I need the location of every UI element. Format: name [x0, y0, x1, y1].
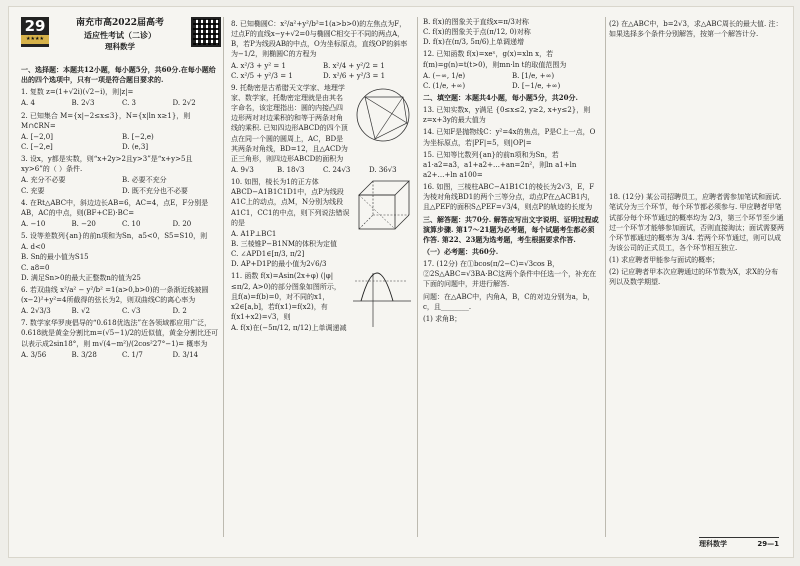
- exam-title: 南充市高2022届高考: [75, 18, 165, 28]
- question-17-part-1: (1) 求角B；: [423, 314, 462, 323]
- option: B. [−2,e): [122, 132, 154, 141]
- question-17-problem: 问题：在△ABC中，内角A，B，C的对边分别为a，b，c，且________.: [423, 292, 595, 311]
- question-11: 11. 函数 f(x)=Asin(2x+φ) (|φ|≤π/2, A>0)的部分图象如图所示，且f(a)=f(b)=0，对不同的x1，x2∈[a,b]，若f(x1)=f(x2)，有f(x1+x2)=√3，则: [231, 272, 341, 321]
- question-17: 17. (12分) 在①bcos(π/2−C)=√3cos B，②2S△ABC=√3BA·BC这两个条件中任选一个，补充在下面的问题中，并进行解答.: [423, 260, 597, 289]
- option: B. x²/4 + y²/2 = 1: [323, 61, 385, 70]
- question-12-options: [423, 71, 599, 91]
- option: C. (1/e, +∞): [423, 81, 466, 90]
- option: B. Sn的最小值为S15: [21, 253, 89, 262]
- subsection-heading: （一）必考题：共60分.: [423, 246, 499, 256]
- question-4-options: [21, 219, 221, 229]
- option: A. [−2,0]: [21, 132, 53, 141]
- paper-number: 29: [24, 17, 46, 35]
- question-1: 1. 复数 z=(1+√2i)(√2−i)，则|z|=: [21, 88, 134, 97]
- question-3: 3. 设x，y都是实数，则“x+2y>2且y>3”是“x+y>5且xy>6”的（ ）条件.: [21, 155, 193, 174]
- paper-number-badge: [21, 17, 49, 47]
- option: A. f(x)在(−5π/12, π/12)上单调递减: [231, 324, 347, 333]
- column-4: [609, 17, 785, 547]
- option: D. f(x)在(π/3, 5π/6)上单调递增: [423, 38, 525, 47]
- question-7: 7. 数学家华罗庚倡导的“0.618优选法”在各领域都应用广泛，0.618就是黄金分割比m=(√5−1)/2的近似值，黄金分割比还可以表示成2sin18°，则 m√(4−m²)/(2cos²27°−1)= 概率为: [21, 319, 219, 348]
- option: D. 20: [172, 219, 192, 228]
- page-footer: [699, 537, 779, 549]
- option: D. 2√2: [172, 99, 196, 108]
- qr-code-icon[interactable]: [191, 17, 221, 47]
- answer-space: [609, 40, 785, 190]
- footer-subject: 理科数学: [699, 539, 727, 548]
- option: B. 必要不充分: [122, 176, 167, 185]
- option: A. 4: [21, 99, 35, 108]
- exam-subject: 理科数学: [105, 41, 135, 51]
- question-7-options: [21, 350, 221, 360]
- option: A. (−∞, 1/e): [423, 71, 466, 80]
- question-1-options: [21, 98, 221, 108]
- question-18-part-1: (1) 求应聘者甲能参与面试的概率；: [609, 256, 720, 265]
- question-13: 13. 已知实数x，y满足 {0≤x≤2, y≥2, x+y≤2}，则z=x+3y的最大值为: [423, 106, 591, 125]
- option: C. a8=0: [21, 263, 50, 272]
- question-15: 15. 已知等比数列{an}的前n项和为Sn，若a1·a2=a3，a1+a2+…+an=2n²，则ln a1+ln a2+…+ln a100=: [423, 150, 577, 179]
- option: B. [1/e, +∞): [512, 71, 555, 80]
- option: B. f(x)的图象关于直线x=π/3对称: [423, 18, 529, 26]
- option: B. 3/28: [71, 350, 97, 359]
- question-10-options: [231, 229, 413, 270]
- option: B. −20: [71, 219, 96, 228]
- question-9-options: [231, 165, 413, 175]
- question-10: 10. 如图，棱长为1的正方体ABCD−A1B1C1D1中，点P为线段A1C上的动点，点M，N分别为线段A1C1，CC1的中点，则下列说法错误的是: [231, 178, 350, 227]
- section-heading: 二、填空题：本题共4小题，每小题5分，共20分.: [423, 92, 578, 102]
- column-3: [423, 17, 599, 547]
- option: D. 满足Sn>0的最大正整数n的值为25: [21, 273, 141, 282]
- question-12: 12. 已知函数 f(x)=xeˣ，g(x)=xln x，若f(m)=g(n)=t(t>0)，则mn·ln t的取值范围为: [423, 50, 567, 69]
- cube-figure: [355, 177, 413, 233]
- question-18-part-2: (2) 记应聘者甲本次应聘通过的环节数为X，求X的分布列以及数学期望.: [609, 268, 779, 287]
- option: B. √2: [71, 307, 91, 316]
- option: A. 充分不必要: [21, 176, 66, 185]
- option: D. [−1/e, +∞): [512, 81, 561, 90]
- question-8: 8. 已知椭圆C：x²/a²+y²/b²=1(a>b>0)的左焦点为F，过点F的直线x−y+√2=0与椭圆C相交于不同的两点A，B，若P为线段AB的中点，O为坐标原点，直线OP的斜率为−1/2，则椭圆C的方程为: [231, 20, 408, 59]
- sine-graph-figure: [351, 271, 413, 329]
- option: D. 36√3: [369, 165, 397, 174]
- question-18: 18. (12分) 某公司招聘员工，应聘者需参加笔试和面试. 笔试分为三个环节，每个环节都必须参与. 甲应聘者甲笔试部分每个环节通过的概率均为 2/3，第三个环节至少通过一个环节才能够参加面试，否则直接淘汰；面试需要两个环节都通过的概率为 3/4. 若两个环节通过，则可以成为该公司的正式员工，各个环节相互独立.: [609, 193, 784, 252]
- option: D. 3/14: [172, 350, 199, 359]
- exam-sheet: [8, 6, 794, 558]
- question-17-part-2: (2) 在△ABC中，b=2√3，求△ABC周长的最大值. 注：如果选择多个条件分别解答，按第一个解答计分.: [609, 20, 783, 39]
- question-2-options: [21, 132, 221, 152]
- option: C. 10: [122, 219, 141, 228]
- question-2: 2. 已知集合 M={x|−2≤x≤3}，N={x|ln x≥1}，则 M∩∁RN=: [21, 111, 191, 130]
- option: B. 三棱锥P−B1NM的体积为定值: [231, 239, 338, 248]
- column-divider: [417, 17, 418, 537]
- section-heading: 一、选择题：本题共12小题，每小题5分，共60分.在每小题给出的四个选项中，只有一项是符合题目要求的.: [21, 65, 216, 85]
- option: C. 1/7: [122, 350, 143, 359]
- question-3-options: [21, 175, 221, 195]
- column-divider: [605, 17, 606, 537]
- option: D. x²/6 + y²/3 = 1: [323, 71, 386, 80]
- exam-header: [21, 17, 221, 61]
- question-8-options: [231, 61, 413, 81]
- section-heading: 三、解答题：共70分. 解答应写出文字说明、证明过程或演算步骤. 第17～21题为必考题，每个试题考生都必须作答. 第22、23题为选考题，考生根据要求作答.: [423, 214, 599, 244]
- option: C. 24√3: [323, 165, 351, 174]
- difficulty-stars: ★★★★: [21, 35, 49, 44]
- option: A. d<0: [21, 243, 46, 252]
- option: C. ∠APD1∈[π/3, π/2]: [231, 250, 305, 259]
- option: C. √3: [122, 307, 141, 316]
- option: B. 2√3: [71, 99, 95, 108]
- column-2: [231, 17, 413, 547]
- exam-title-sub: 适应性考试（二诊）: [84, 30, 156, 41]
- page-number: 29—1: [757, 539, 779, 548]
- option: D. AP+D1P的最小值为2√6/3: [231, 260, 327, 269]
- column-divider: [223, 17, 224, 537]
- option: C. [−2,e]: [21, 142, 53, 151]
- option: A. −10: [21, 219, 46, 228]
- question-16: 16. 如图，三棱柱ABC−A1B1C1的棱长为2√3，E，F为棱对角线BD1的两个三等分点，动点P在△ACB1内，且△PEF的面积S△PEF=√3/4，则点P的轨迹的长度为: [423, 183, 595, 212]
- question-6-options: [21, 306, 221, 316]
- option: C. 3: [122, 99, 137, 108]
- question-5-options: [21, 242, 221, 283]
- question-5: 5. 设等差数列{an}的前n项和为Sn，a5<0，S5=S10，则: [21, 232, 208, 241]
- option: D. 2: [172, 307, 187, 316]
- option: C. 充要: [21, 186, 45, 195]
- option: C. f(x)的图象关于点(π/12, 0)对称: [423, 28, 531, 37]
- question-6: 6. 若双曲线 x²/a² − y²/b² =1(a>0,b>0)的一条渐近线被圆(x−2)²+y²=4所截得的弦长为2，则双曲线C的离心率为: [21, 285, 209, 304]
- circle-quadrilateral-figure: [353, 83, 413, 145]
- option: A. x²/3 + y² = 1: [231, 61, 286, 70]
- option: A. 2√3/3: [21, 307, 51, 316]
- option: A. A1P⊥BC1: [231, 229, 277, 238]
- option: A. 9√3: [231, 165, 254, 174]
- column-1: [21, 17, 221, 547]
- option: D. 既不充分也不必要: [122, 186, 188, 195]
- option: C. x²/5 + y²/3 = 1: [231, 71, 293, 80]
- option: A. 3/56: [21, 350, 47, 359]
- question-4: 4. 在Rt△ABC中，斜边边长AB=6，AC=4，点E，F分别是AB，AC的中点，则(BF+CE)·BC=: [21, 198, 209, 217]
- question-14: 14. 已知F是抛物线C：y²=4x的焦点，P是C上一点，O为坐标原点，若|PF|=5，则|OP|=: [423, 128, 596, 147]
- question-9: 9. 托勒密是古希腊天文学家、地理学家、数学家，托勒密定理就是由其名字命名，该定理指出：圆的内接凸四边形两对对边乘积的和等于两条对角线的乘积. 已知四边形ABCD的四个顶点在同一个圆的圆周上，AC，BD是其两条对角线，BD=12，且△ACD为正三角形，则四边形ABCD的面积为: [231, 83, 348, 163]
- exam-title-block: [53, 17, 187, 53]
- option: D. (e,3]: [122, 142, 149, 151]
- option: B. 18√3: [277, 165, 305, 174]
